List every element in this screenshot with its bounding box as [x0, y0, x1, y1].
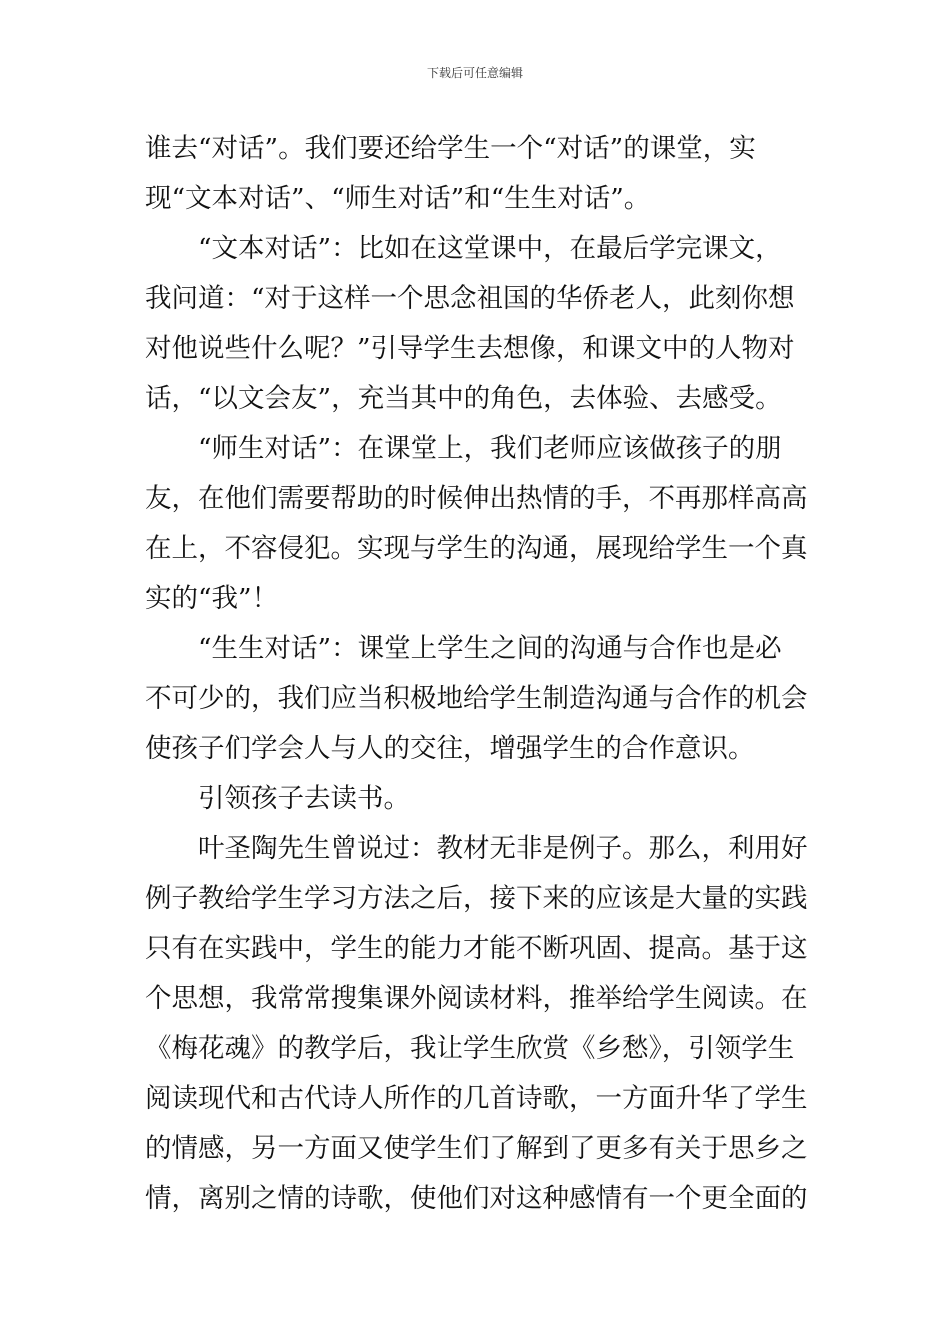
section-heading-line: 引领孩子去读书。: [198, 783, 410, 814]
text-line: 话，“以文会友”，充当其中的角色，去体验、去感受。: [145, 383, 782, 414]
text-line: 只有在实践中，学生的能力才能不断巩固、提高。基于这: [145, 933, 807, 964]
text-line: 个思想，我常常搜集课外阅读材料，推举给学生阅读。在: [145, 983, 807, 1014]
text-line: 使孩子们学会人与人的交往，增强学生的合作意识。: [145, 733, 755, 764]
page-header: 下载后可任意编辑: [426, 66, 523, 80]
document-body: [145, 124, 807, 1224]
text-line: 友，在他们需要帮助的时候伸出热情的手，不再那样高高: [145, 483, 807, 514]
paragraph-start-line: “生生对话”：课堂上学生之间的沟通与合作也是必: [198, 633, 782, 664]
text-line: 我问道：“对于这样一个思念祖国的华侨老人，此刻你想: [145, 283, 795, 314]
text-line: 在上，不容侵犯。实现与学生的沟通，展现给学生一个真: [145, 533, 807, 564]
text-line: 不可少的，我们应当积极地给学生制造沟通与合作的机会: [145, 683, 807, 714]
text-line: 情，离别之情的诗歌，使他们对这种感情有一个更全面的: [145, 1183, 807, 1214]
paragraph-start-line: “文本对话”：比如在这堂课中，在最后学完课文，: [198, 233, 782, 264]
text-line: 实的“我”！: [145, 583, 279, 614]
paragraph-start-line: 叶圣陶先生曾说过：教材无非是例子。那么，利用好: [198, 833, 807, 864]
text-line: 《梅花魂》的教学后，我让学生欣赏《乡愁》，引领学生: [145, 1033, 795, 1064]
text-line: 对他说些什么呢？”引导学生去想像，和课文中的人物对: [145, 333, 795, 364]
text-line: 例子教给学生学习方法之后，接下来的应该是大量的实践: [145, 883, 807, 914]
text-line: 的情感，另一方面又使学生们了解到了更多有关于思乡之: [145, 1133, 807, 1164]
text-line: 阅读现代和古代诗人所作的几首诗歌，一方面升华了学生: [145, 1083, 807, 1114]
paragraph-start-line: “师生对话”：在课堂上，我们老师应该做孩子的朋: [198, 433, 782, 464]
text-line: 现“文本对话”、“师生对话”和“生生对话”。: [145, 183, 651, 214]
text-line: 谁去“对话”。我们要还给学生一个“对话”的课堂，实: [145, 133, 756, 164]
